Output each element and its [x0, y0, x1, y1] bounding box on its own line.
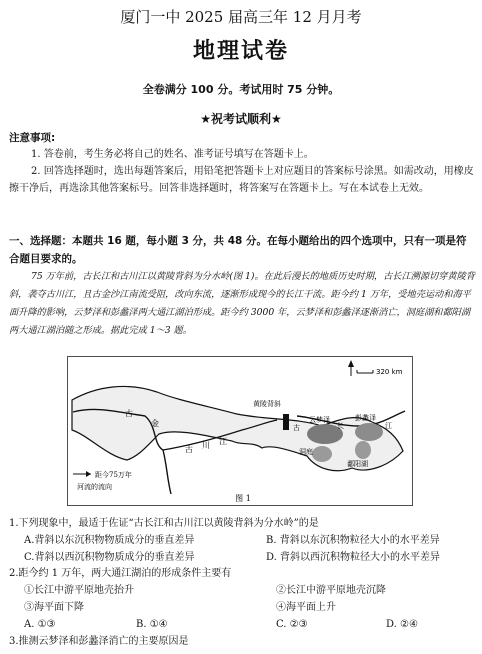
note-item-2: 2. 回答选择题时，选出每题答案后，用铅笔把答题卡上对应题目的答案标号涂黑。如需改动，用橡皮擦干净后，再选涂其他答案标号。回答非选择题时，将答案写在答题卡上。写在本试卷上无效。	[9, 166, 474, 194]
huangling-anticline	[283, 414, 289, 430]
school-title: 厦门一中 2025 届高三年 12 月月考	[120, 8, 362, 26]
q2-condition-2: ②长江中游平原地壳沉降	[276, 585, 386, 596]
good-luck-line: ★祝考试顺利★	[200, 112, 282, 126]
label-jiang: 江	[219, 437, 227, 446]
figure-caption: 图 1	[235, 494, 251, 503]
q2-condition-4: ④海平面上升	[276, 602, 336, 613]
note-item-1: 1. 答卷前，考生务必将自己的姓名、准考证号填写在答题卡上。	[31, 149, 314, 160]
pengli-lake	[355, 423, 383, 441]
north-arrow-icon	[348, 360, 354, 376]
scale-label: 320 km	[376, 368, 403, 376]
label-chang: 长	[337, 422, 344, 430]
poyang-lake	[355, 441, 371, 459]
flow-legend	[73, 470, 132, 491]
label-jiang2: 江	[385, 422, 392, 430]
label-yunmeng: 云梦泽	[309, 416, 330, 424]
notes-title: 注意事项:	[9, 132, 56, 144]
q1-option-b[interactable]: B. 背斜以东沉积物粒径大小的水平差异	[266, 535, 440, 546]
exam-info: 全卷满分 100 分。考试用时 75 分钟。	[142, 83, 340, 96]
question-3-stem: 3.推测云梦泽和彭蠡泽消亡的主要原因是	[9, 636, 189, 647]
q2-condition-3: ③海平面下降	[24, 602, 84, 613]
label-gu2: 古	[185, 445, 193, 454]
label-dongting: 洞庭	[299, 448, 313, 456]
section-intro: 75 万年前，古长江和古川江以黄陵背斜为分水岭(图 1)。在此后漫长的地质历史时期，古长江溯源切穿黄陵背斜，袭夺古川江，且古金沙江南流受阻，改向东流，逐渐形成现今的长江干流。距今约 1 万年，受地壳运动和海平面升降的影响，云梦泽和彭蠡泽两大通江湖泊形成。距今约 3000 年，云梦泽和彭蠡泽逐渐消亡，洞庭湖和鄱阳湖两大通江湖泊随之形成。据此完成 1～3 题。	[9, 271, 475, 336]
basin-outline	[72, 386, 403, 470]
q2-option-b[interactable]: B. ①④	[136, 619, 168, 630]
label-jin: 金	[151, 419, 159, 428]
scale-bar	[357, 368, 403, 376]
label-pengli: 彭蠡泽	[355, 414, 376, 422]
label-huangling: 黄陵背斜	[253, 400, 281, 408]
figure-1-map	[67, 356, 413, 506]
legend-line-2: 河流的流向	[77, 483, 112, 491]
label-chuan: 川	[202, 441, 210, 450]
q1-option-d[interactable]: D. 背斜以西沉积物粒径大小的水平差异	[266, 552, 441, 563]
label-gu1: 古	[125, 409, 133, 418]
dongting-lake	[312, 446, 332, 462]
question-2-stem: 2.距今约 1 万年，两大通江湖泊的形成条件主要有	[9, 568, 232, 579]
q2-condition-1: ①长江中游平原地壳抬升	[24, 585, 134, 596]
label-poyang: 鄱阳湖	[347, 460, 368, 468]
q1-option-c[interactable]: C.背斜以西沉积物物质成分的垂直差异	[24, 552, 195, 563]
q2-option-d[interactable]: D. ②④	[386, 619, 418, 630]
arrow-icon	[86, 471, 91, 477]
section-heading: 一、选择题：本题共 16 题，每小题 3 分，共 48 分。在每小题给出的四个选项中，只有一项是符合题目要求的。	[9, 235, 467, 265]
legend-line-1: 距今75万年	[95, 471, 132, 479]
subject-title: 地理试卷	[192, 39, 289, 64]
question-1-stem: 1.下列现象中，最适于佐证“古长江和古川江以黄陵背斜为分水岭”的是	[9, 518, 319, 529]
label-gu3: 古	[293, 424, 300, 432]
q1-option-a[interactable]: A.背斜以东沉积物物质成分的垂直差异	[24, 535, 195, 546]
q2-option-a[interactable]: A. ①③	[24, 619, 56, 630]
q2-option-c[interactable]: C. ②③	[276, 619, 308, 630]
